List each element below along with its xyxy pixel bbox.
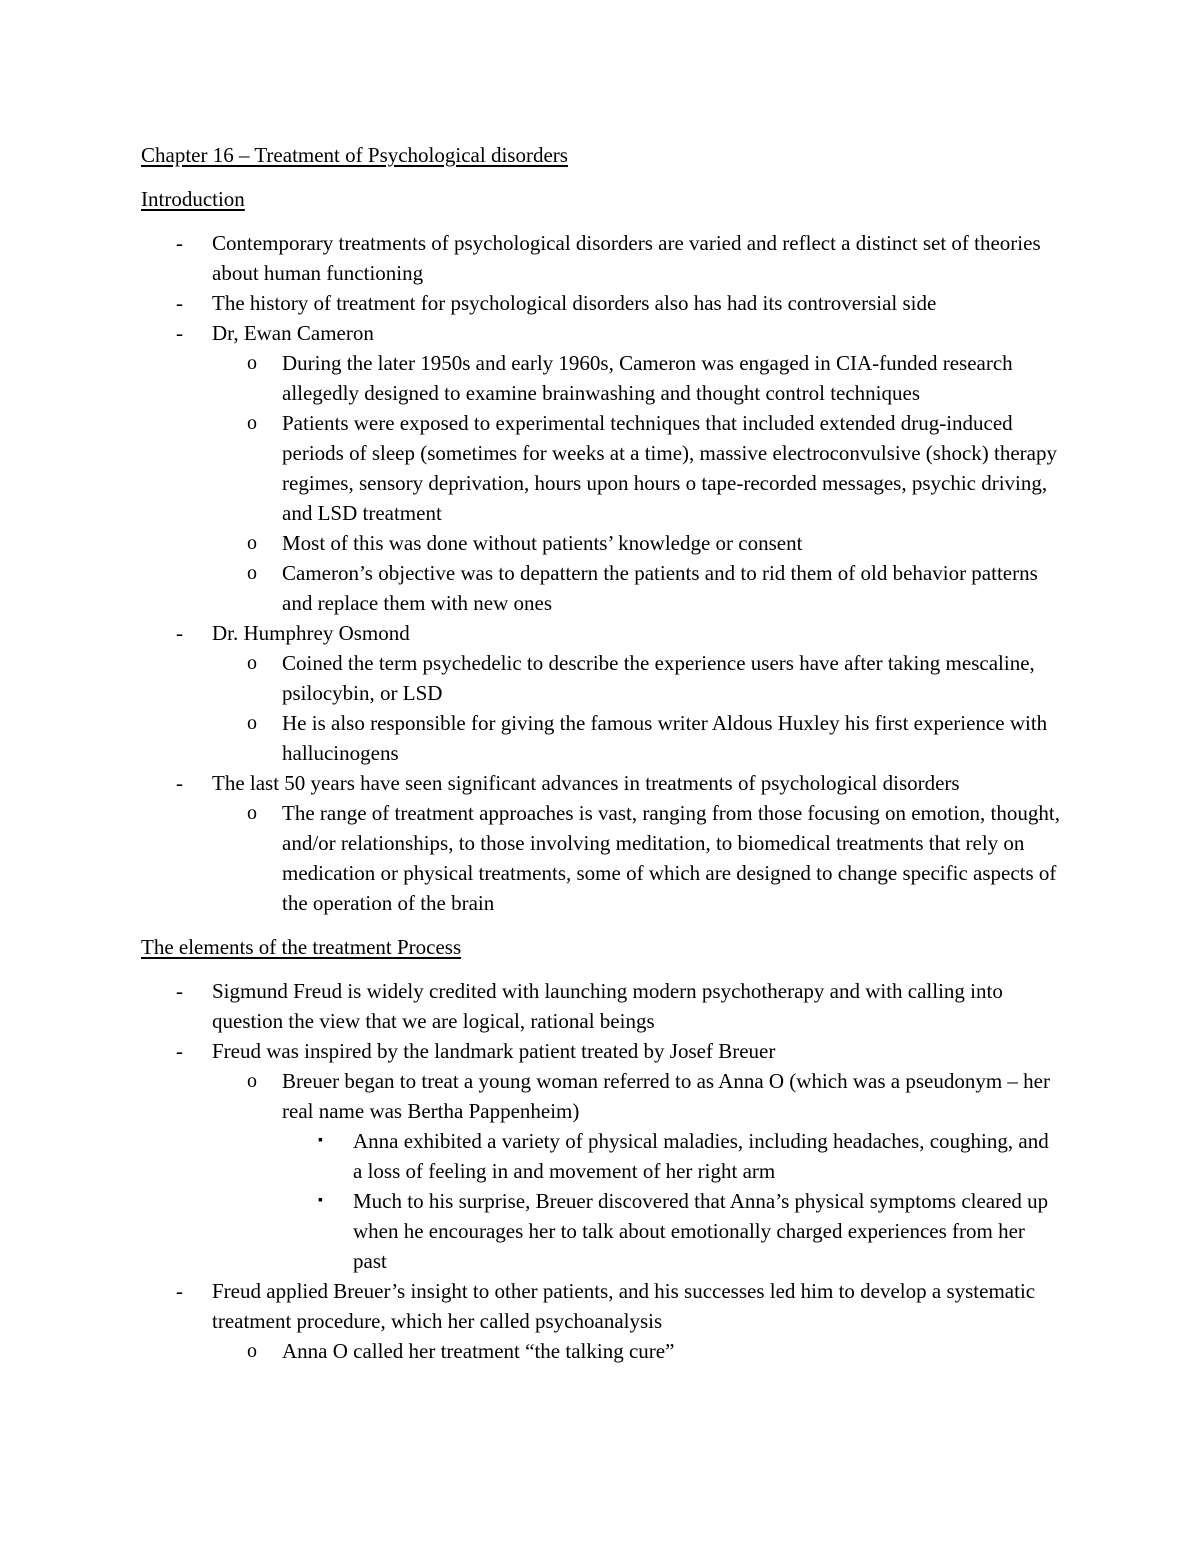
dash-bullet: - [176,291,183,315]
dash-bullet: - [176,621,183,645]
list-item [141,976,1060,1036]
list-item-text: Sigmund Freud is widely credited with launching modern psychotherapy and with calling into question the view that we are logical, rational beings [212,979,1003,1033]
sub-list-item [141,528,1060,558]
circle-bullet: o [247,412,257,434]
list-item-text: Freud applied Breuer’s insight to other patients, and his successes led him to develop a systematic treatment procedure, which her called psychoanalysis [212,1279,1036,1333]
sub-list-item [141,348,1060,408]
list-item-text: Dr, Ewan Cameron [212,321,374,345]
square-bullet: ▪ [318,1133,323,1148]
circle-bullet: o [247,802,257,824]
sub-list-item [141,1066,1060,1126]
list-item-text: Freud was inspired by the landmark patient treated by Josef Breuer [212,1039,776,1063]
circle-bullet: o [247,1070,257,1092]
list-item-text: Contemporary treatments of psychological disorders are varied and reflect a distinct set of theories about human functioning [212,231,1041,285]
document-title: Chapter 16 – Treatment of Psychological disorders [141,143,568,167]
list-item-text: Anna exhibited a variety of physical maladies, including headaches, coughing, and a loss of feeling in and movement of her right arm [353,1129,1049,1183]
sub-list-item [141,408,1060,528]
sub-list-item [141,708,1060,768]
sub-sub-list-item [141,1126,1060,1186]
circle-bullet: o [247,1340,257,1362]
list-item-text: Dr. Humphrey Osmond [212,621,410,645]
list-item-text: The history of treatment for psychological disorders also has had its controversial side [212,291,937,315]
bullet-list [141,228,1060,918]
list-item [141,288,1060,318]
list-item-text: Cameron’s objective was to depattern the patients and to rid them of old behavior patterns and replace them with new ones [282,561,1038,615]
sub-list-item [141,558,1060,618]
dash-bullet: - [176,321,183,345]
list-item-text: Patients were exposed to experimental techniques that included extended drug-induced periods of sleep (sometimes for weeks at a time), massive electroconvulsive (shock) therapy regimes, sensory deprivation, hours upon hours o tape-recorded messages, psychic driving, and LSD treatment [282,411,1058,525]
square-bullet: ▪ [318,1193,323,1208]
list-item-text: During the later 1950s and early 1960s, Cameron was engaged in CIA-funded research allegedly designed to examine brainwashing and thought control techniques [282,351,1013,405]
list-item [141,228,1060,288]
circle-bullet: o [247,652,257,674]
dash-bullet: - [176,231,183,255]
list-item [141,1036,1060,1066]
section-treatment-elements [141,932,1060,1366]
dash-bullet: - [176,771,183,795]
list-item [141,318,1060,348]
sub-list-item [141,1336,1060,1366]
dash-bullet: - [176,979,183,1003]
list-item [141,1276,1060,1336]
list-item [141,618,1060,648]
section-heading: The elements of the treatment Process [141,935,462,959]
list-item-text: Coined the term psychedelic to describe the experience users have after taking mescaline, psilocybin, or LSD [282,651,1035,705]
circle-bullet: o [247,712,257,734]
list-item-text: Breuer began to treat a young woman referred to as Anna O (which was a pseudonym – her real name was Bertha Pappenheim) [282,1069,1050,1123]
dash-bullet: - [176,1039,183,1063]
section-introduction [141,184,1060,918]
circle-bullet: o [247,352,257,374]
circle-bullet: o [247,562,257,584]
sub-list-item [141,648,1060,708]
list-item-text: He is also responsible for giving the famous writer Aldous Huxley his first experience with hallucinogens [282,711,1048,765]
dash-bullet: - [176,1279,183,1303]
list-item-text: The range of treatment approaches is vast, ranging from those focusing on emotion, thought, and/or relationships, to those involving meditation, to biomedical treatments that rely on medication or physical treatments, some of which are designed to change specific aspects of the operation of the brain [282,801,1060,915]
circle-bullet: o [247,532,257,554]
list-item-text: The last 50 years have seen significant advances in treatments of psychological disorders [212,771,960,795]
list-item-text: Much to his surprise, Breuer discovered that Anna’s physical symptoms cleared up when he encourages her to talk about emotionally charged experiences from her past [353,1189,1049,1273]
list-item-text: Most of this was done without patients’ knowledge or consent [282,531,803,555]
sub-sub-list-item [141,1186,1060,1276]
sub-list-item [141,798,1060,918]
bullet-list [141,976,1060,1366]
list-item-text: Anna O called her treatment “the talking cure” [282,1339,675,1363]
section-heading: Introduction [141,187,245,211]
list-item [141,768,1060,798]
